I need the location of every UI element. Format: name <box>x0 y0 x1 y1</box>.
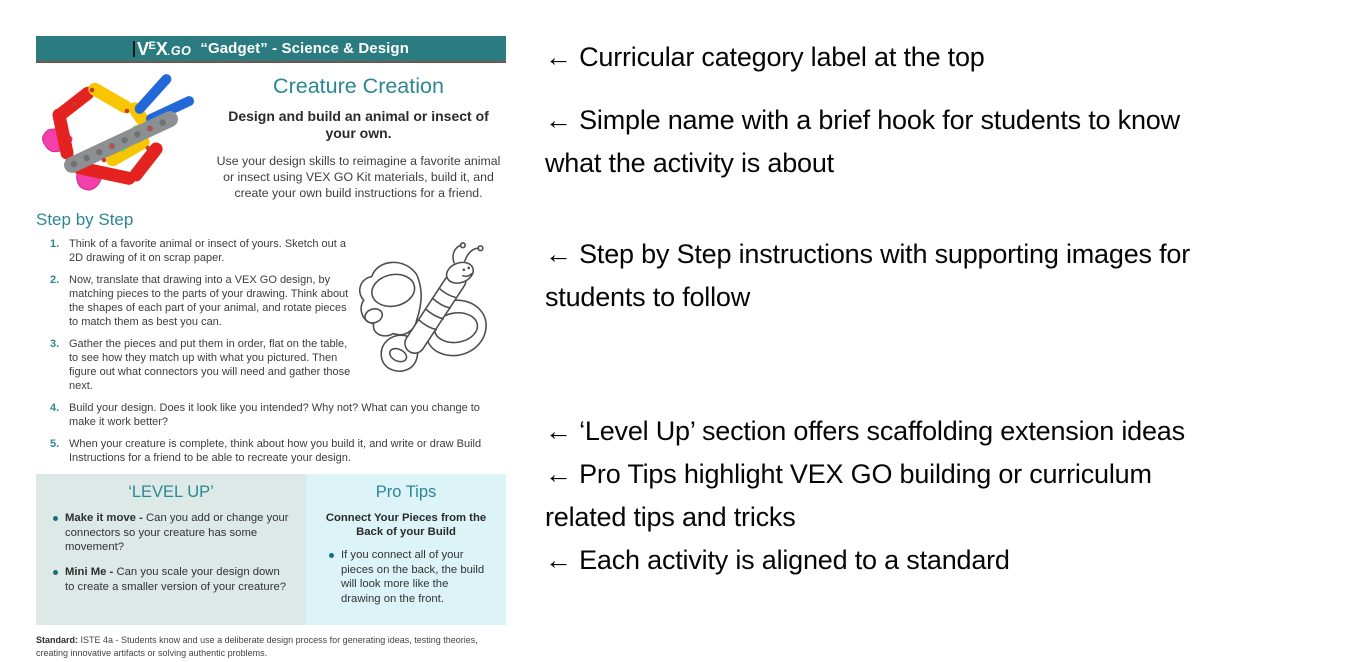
level-up-item: Make it move - Can you add or change your connectors so your creature has some movement? <box>50 511 292 555</box>
annotation-line: related tips and tricks <box>545 502 796 532</box>
activity-subtitle: Design and build an animal or insect of your own. <box>228 108 489 141</box>
annotation-line: ← Curricular category label at the top <box>545 42 985 72</box>
annotation-line: ← Simple name with a brief hook for students to know <box>545 105 1180 135</box>
pro-tip-item: If you connect all of your pieces on the back, the build will look more like the drawing on the front. <box>326 548 490 607</box>
step-item <box>50 238 354 266</box>
annotation <box>545 233 1190 319</box>
step-text: Now, translate that drawing into a VEX GO design, by matching pieces to the parts of your drawing. Think about the shapes of each part of your animal, and rotate pieces to match them as best you can. <box>69 274 349 329</box>
logo-go: GO <box>170 43 192 58</box>
step-by-step-heading: Step by Step <box>36 210 134 230</box>
logo-letter-v: V <box>137 38 149 59</box>
step-text: Build your design. Does it look like you intended? Why not? What can you change to make it work better? <box>69 402 480 428</box>
annotation-line: ← Each activity is aligned to a standard <box>545 545 1010 575</box>
top-section <box>36 70 506 201</box>
activity-description: Use your design skills to reimagine a favorite animal or insect using VEX GO Kit materials, build it, and create your own build instructions for a friend. <box>216 154 501 201</box>
annotation-line: ← Pro Tips highlight VEX GO building or curriculum <box>545 459 1152 489</box>
step-number: 3. <box>50 338 60 351</box>
logo-letter-e: E <box>148 39 156 52</box>
pro-tips-box <box>306 474 506 625</box>
standard-text: ISTE 4a - Students know and use a deliberate design process for generating ideas, testing theories, creating innovative artifacts or solving authentic problems. <box>36 634 478 659</box>
annotation-line: students to follow <box>545 282 751 312</box>
step-item <box>50 438 506 466</box>
activity-title: Creature Creation <box>273 74 444 98</box>
annotation <box>545 539 1010 582</box>
step-text: When your creature is complete, think about how you build it, and write or draw Build Instructions for a friend to be able to recreate your design. <box>69 437 482 464</box>
annotation-line: ← Step by Step instructions with supporting images for <box>545 239 1191 269</box>
level-up-heading: ‘LEVEL UP’ <box>128 482 214 501</box>
step-number: 5. <box>50 437 60 450</box>
steps-upper-section <box>36 238 506 402</box>
vex-go-logo <box>133 40 191 58</box>
level-up-box <box>36 474 306 625</box>
logo-letter-x: X <box>155 38 168 59</box>
step-item <box>50 338 354 394</box>
annotation <box>545 410 1185 453</box>
step-text: Think of a favorite animal or insect of yours. Sketch out a 2D drawing of it on scrap paper. <box>69 238 346 265</box>
annotation <box>545 36 985 79</box>
step-item <box>50 402 506 430</box>
standard-label: Standard: <box>36 634 79 645</box>
annotation-line: what the activity is about <box>545 148 834 178</box>
annotation-line: ← ‘Level Up’ section offers scaffolding extension ideas <box>545 416 1185 446</box>
pro-tips-subheading: Connect Your Pieces from the Back of your Build <box>325 511 487 538</box>
pro-tips-heading: Pro Tips <box>375 482 437 501</box>
doc-header <box>36 36 506 63</box>
steps-list-4-5 <box>36 402 506 466</box>
standard-note <box>36 634 506 661</box>
step-number: 4. <box>50 402 60 414</box>
step-number: 2. <box>50 274 60 287</box>
level-up-list <box>50 511 292 594</box>
level-up-item: Mini Me - Can you scale your design down to create a smaller version of your creature? <box>50 565 292 594</box>
step-item <box>50 274 354 330</box>
build-image <box>36 70 211 198</box>
butterfly-sketch <box>354 240 506 380</box>
logo-dot: . <box>167 46 170 57</box>
text-cursor <box>133 41 135 57</box>
annotation <box>545 99 1180 185</box>
steps-list-1-3 <box>36 238 354 402</box>
step-text: Gather the pieces and put them in order, flat on the table, to see how they match up with what you pictured. Then figure out what connectors you will need and gather those next. <box>69 338 351 393</box>
title-block <box>211 70 506 201</box>
activity-sheet <box>36 36 506 661</box>
tips-boxes <box>36 474 506 625</box>
doc-header-title: “Gadget” - Science & Design <box>200 40 409 57</box>
step-number: 1. <box>50 238 60 251</box>
annotation <box>545 453 1152 539</box>
pro-tips-list <box>318 548 494 607</box>
